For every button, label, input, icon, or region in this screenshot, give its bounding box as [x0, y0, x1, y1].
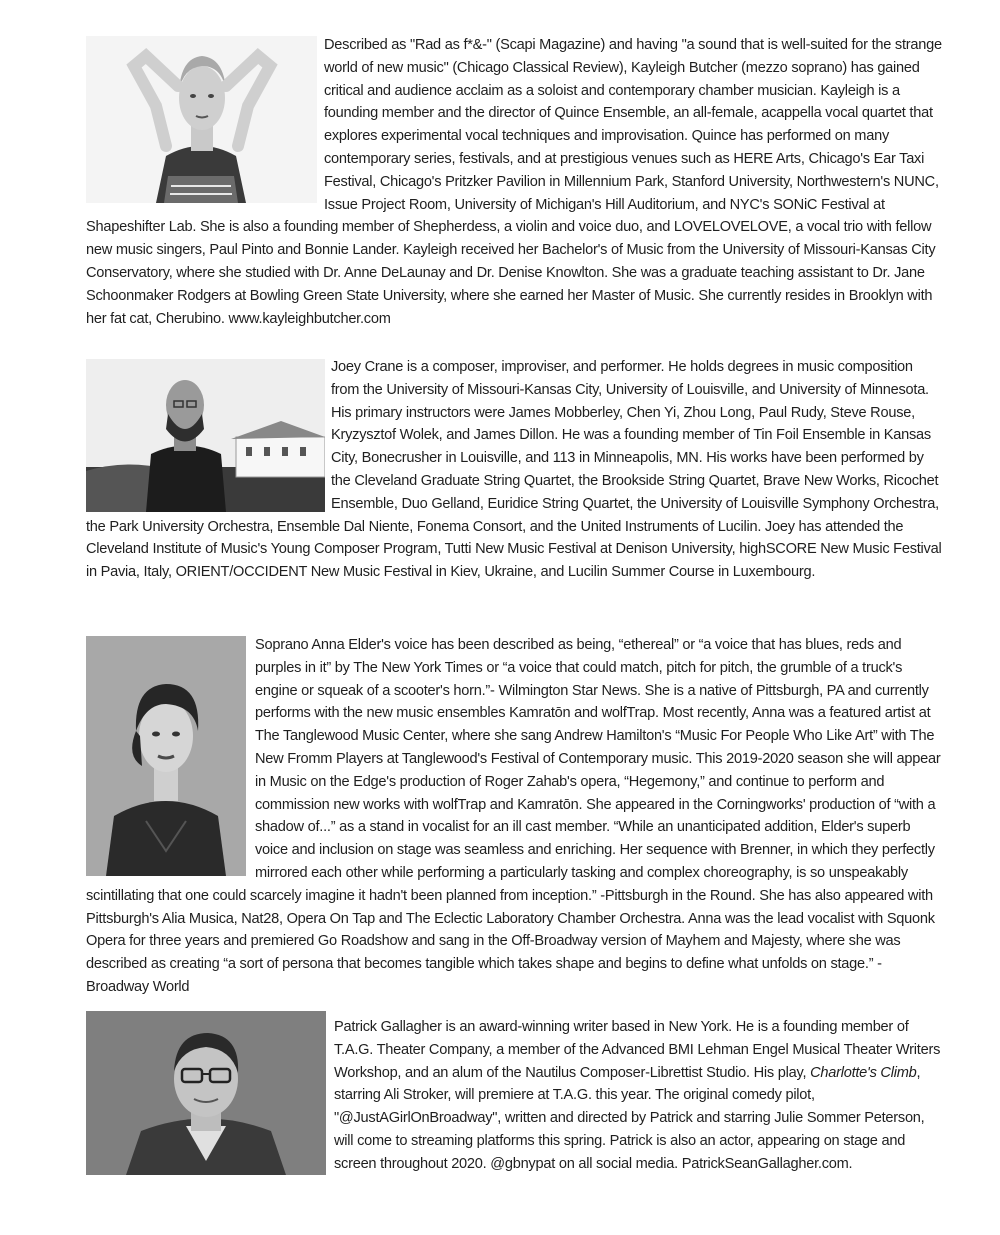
- bio-anna-elder: [86, 634, 942, 999]
- bio-patrick-gallagher: [86, 1016, 942, 1176]
- bio-text-start: Patrick Gallagher is an award-winning writer based in New York. He is a founding member of T.A.G. Theater Company, a member of the Advanced BMI Lehman Engel Musical Theater Writers Workshop, and an alum of the Nautilus Composer-Librettist Studio. His play,: [334, 1019, 941, 1081]
- bio-kayleigh-butcher: [86, 34, 942, 330]
- bio-joey-crane: [86, 356, 942, 584]
- photo-anna-elder: [86, 636, 246, 876]
- photo-kayleigh-butcher: [86, 36, 317, 203]
- play-title: Charlotte's Climb: [810, 1064, 917, 1081]
- bio-text-end: , starring Ali Stroker, will premiere at T.A.G. this year. The original comedy pilot, "@JustAGirlOnBroadway", written and directed by Patrick and starring Julie Sommer Peterson, will come to streaming platforms this spring. Patrick is also an actor, appearing on stage and screen throughout 2020. @gbnypat on all social media. PatrickSeanGallagher.com.: [334, 1064, 925, 1172]
- photo-joey-crane: [86, 359, 325, 512]
- bio-text: Joey Crane is a composer, improviser, and performer. He holds degrees in music composition from the University of Missouri-Kansas City, University of Louisville, and University of Minnesota. His primary instructors were James Mobberley, Chen Yi, Zhou Long, Paul Rudy, Steve Rouse, Kryzysztof Wolek, and James Dillon. He was a founding member of Tin Foil Ensemble in Kansas City, Bonecrusher in Louisville, and 113 in Minneapolis, MN. His works have been performed by the Cleveland Graduate String Quartet, the Brookside String Quartet, Brave New Works, Ricochet Ensemble, Duo Gelland, Euridice String Quartet, the University of Louisville Symphony Orchestra, the Park University Orchestra, Ensemble Dal Niente, Fonema Consort, and the United Instruments of Lucilin. Joey has attended the Cleveland Institute of Music's Young Composer Program, Tutti New Music Festival at Denison University, highSCORE New Music Festival in Pavia, Italy, ORIENT/OCCIDENT New Music Festival in Kiev, Ukraine, and Lucilin Summer Course in Luxembourg.: [86, 359, 942, 581]
- bio-text: Soprano Anna Elder's voice has been described as being, “ethereal” or “a voice that has blues, reds and purples in it” by The New York Times or “a voice that could match, pitch for pitch, the grumble of a truck's engine or squeak of a scooter's horn.”- Wilmington Star News. She is a native of Pittsburgh, PA and currently performs with the new music ensembles Kamratōn and wolfTrap. Most recently, Anna was a featured artist at The Tanglewood Music Center, where she sang Andrew Hamilton's “Music For People Who Like Art” with The New Fromm Players at Tanglewood's Festival of Contemporary music. This 2019-2020 season she will appear in Music on the Edge's production of Roger Zahab's opera, “Hegemony,” and continue to perform and commission new works with wolfTrap and Kamratōn. She appeared in the Corningworks' production of “with a shadow of...” as a stand in vocalist for an ill cast member. “While an unanticipated addition, Elder's superb voice and inclusion on stage was seamless and enriching. Her sequence with Brenner, in which they perfectly mirrored each other while performing a particularly tasking and complex choreography, is so unspeakably scintillating that one could scarcely imagine it hadn't been planned from inception.” -Pittsburgh in the Round. She has also appeared with Pittsburgh's Alia Musica, Nat28, Opera On Tap and The Eclectic Laboratory Chamber Orchestra. Anna was the lead vocalist with Squonk Opera for three years and premiered Go Roadshow and sang in the Off-Broadway version of Mayhem and Majesty, where she was described as creating “a sort of persona that becomes tangible which takes shape and begins to define what unfolds on stage.” -Broadway World: [86, 637, 941, 995]
- bio-text: Described as "Rad as f*&-" (Scapi Magazine) and having "a sound that is well-suited for the strange world of new music" (Chicago Classical Review), Kayleigh Butcher (mezzo soprano) has gained critical and audience acclaim as a soloist and contemporary chamber musician. Kayleigh is a founding member and the director of Quince Ensemble, an all-female, acappella vocal quartet that explores experimental vocal techniques and improvisation. Quince has performed on many contemporary series, festivals, and at prestigious venues such as HERE Arts, Chicago's Ear Taxi Festival, Chicago's Pritzker Pavilion in Millennium Park, Stanford University, Northwestern's NUNC, Issue Project Room, University of Michigan's Hill Auditorium, and NYC's SONiC Festival at Shapeshifter Lab. She is also a founding member of Shepherdess, a violin and voice duo, and LOVELOVELOVE, a vocal trio with fellow new music singers, Paul Pinto and Bonnie Lander. Kayleigh received her Bachelor's of Music from the University of Missouri-Kansas City Conservatory, where she studied with Dr. Anne DeLaunay and Dr. Denise Knowlton. She was a graduate teaching assistant to Dr. Jane Schoonmaker Rodgers at Bowling Green State University, where she earned her Master of Music. She currently resides in Brooklyn with her fat cat, Cherubino. www.kayleighbutcher.com: [86, 37, 942, 327]
- photo-patrick-gallagher: [86, 1011, 326, 1175]
